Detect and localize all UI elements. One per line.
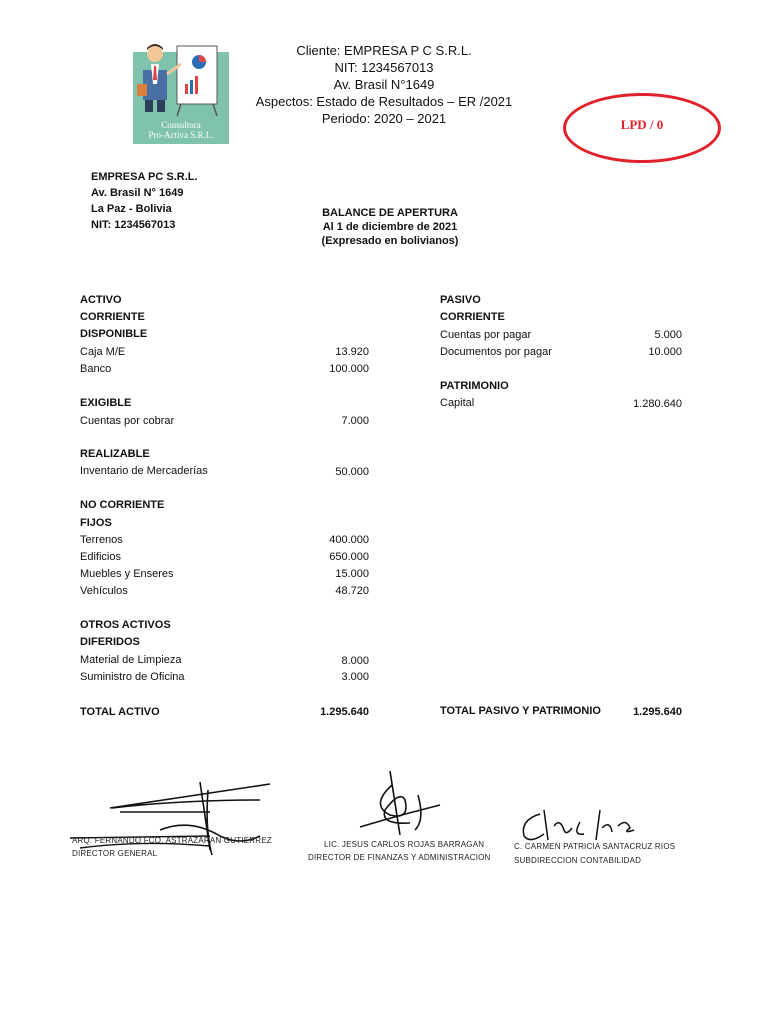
vehiculos-value: 48.720 (335, 585, 369, 597)
cuentas-cobrar-label: Cuentas por cobrar (80, 415, 175, 427)
oficina-label: Suministro de Oficina (80, 671, 185, 683)
oficina-value: 3.000 (341, 671, 369, 683)
signature-contabilidad (510, 800, 710, 875)
company-name: EMPRESA PC S.R.L. (91, 171, 198, 183)
capital-label: Capital (440, 397, 475, 409)
signature-1-role: DIRECTOR GENERAL (72, 849, 158, 858)
total-activo-label: TOTAL ACTIVO (80, 706, 160, 718)
signature-1-name: ARQ. FERNANDO FCO. ASTRAZARAN GUTIERREZ (72, 836, 272, 845)
total-pasivo-value: 1.295.640 (633, 706, 682, 718)
header-period: Periodo: 2020 – 2021 (321, 111, 447, 126)
total-pasivo-label: TOTAL PASIVO Y PATRIMONIO (440, 705, 601, 717)
statement-date: Al 1 de diciembre de 2021 (322, 221, 458, 233)
svg-text:Pro-Activa S.R.L.: Pro-Activa S.R.L. (148, 130, 214, 140)
capital-value: 1.280.640 (633, 398, 682, 410)
company-city: La Paz - Bolivia (91, 203, 172, 215)
activo-diferidos: DIFERIDOS (80, 636, 140, 648)
banco-label: Banco (80, 363, 112, 375)
terrenos-value: 400.000 (329, 534, 369, 546)
caja-value: 13.920 (335, 346, 369, 358)
company-info (91, 169, 198, 233)
inventario-label: Inventario de Mercaderías (80, 465, 208, 477)
edificios-value: 650.000 (329, 551, 369, 563)
cuentas-pagar-value: 5.000 (654, 329, 682, 341)
muebles-value: 15.000 (335, 568, 369, 580)
muebles-label: Muebles y Enseres (80, 568, 174, 580)
header-address: Av. Brasil N°1649 (333, 77, 435, 92)
statement-currency: (Expresado en bolivianos) (321, 235, 459, 247)
cuentas-pagar-label: Cuentas por pagar (440, 329, 532, 341)
header-client: Cliente: EMPRESA P C S.R.L. (296, 43, 472, 58)
activo-exigible: EXIGIBLE (80, 397, 132, 409)
signature-2-role: DIRECTOR DE FINANZAS Y ADMINISTRACION (308, 853, 491, 862)
activo-disponible: DISPONIBLE (80, 328, 148, 340)
activo-otros: OTROS ACTIVOS (80, 619, 171, 631)
signature-3-role: SUBDIRECCION CONTABILIDAD (514, 856, 642, 865)
signature-director-general (60, 770, 280, 870)
company-nit: NIT: 1234567013 (91, 219, 176, 231)
activo-heading: ACTIVO (80, 294, 122, 306)
svg-text:Consultora: Consultora (161, 120, 201, 130)
pasivo-patrimonio: PATRIMONIO (440, 380, 509, 392)
pasivo-corriente: CORRIENTE (440, 311, 505, 323)
cuentas-cobrar-value: 7.000 (341, 415, 369, 427)
vehiculos-label: Vehículos (80, 585, 128, 597)
activo-no-corriente: NO CORRIENTE (80, 499, 165, 511)
limpieza-label: Material de Limpieza (80, 654, 182, 666)
header-aspects: Aspectos: Estado de Resultados – ER /2021 (255, 94, 513, 109)
stamp-text: LPD / 0 (620, 117, 664, 132)
lpd-stamp (563, 93, 721, 163)
inventario-value: 50.000 (335, 466, 369, 478)
pasivo-heading: PASIVO (440, 294, 481, 306)
limpieza-value: 8.000 (341, 655, 369, 667)
signature-director-finanzas (300, 765, 500, 870)
activo-corriente: CORRIENTE (80, 311, 145, 323)
statement-title: BALANCE DE APERTURA (322, 207, 458, 219)
documentos-pagar-label: Documentos por pagar (440, 346, 552, 358)
banco-value: 100.000 (329, 363, 369, 375)
signature-3-name: C. CARMEN PATRICIA SANTACRUZ RIOS (514, 842, 676, 851)
documentos-pagar-value: 10.000 (648, 346, 682, 358)
terrenos-label: Terrenos (80, 534, 123, 546)
total-activo-value: 1.295.640 (320, 706, 369, 718)
statement-title-block (260, 206, 520, 248)
company-address: Av. Brasil N° 1649 (91, 187, 184, 199)
activo-fijos: FIJOS (80, 517, 112, 529)
signature-2-name: LIC. JESUS CARLOS ROJAS BARRAGAN (324, 840, 485, 849)
caja-label: Caja M/E (80, 346, 126, 358)
edificios-label: Edificios (80, 551, 121, 563)
activo-realizable: REALIZABLE (80, 448, 150, 460)
header-nit: NIT: 1234567013 (334, 60, 434, 75)
